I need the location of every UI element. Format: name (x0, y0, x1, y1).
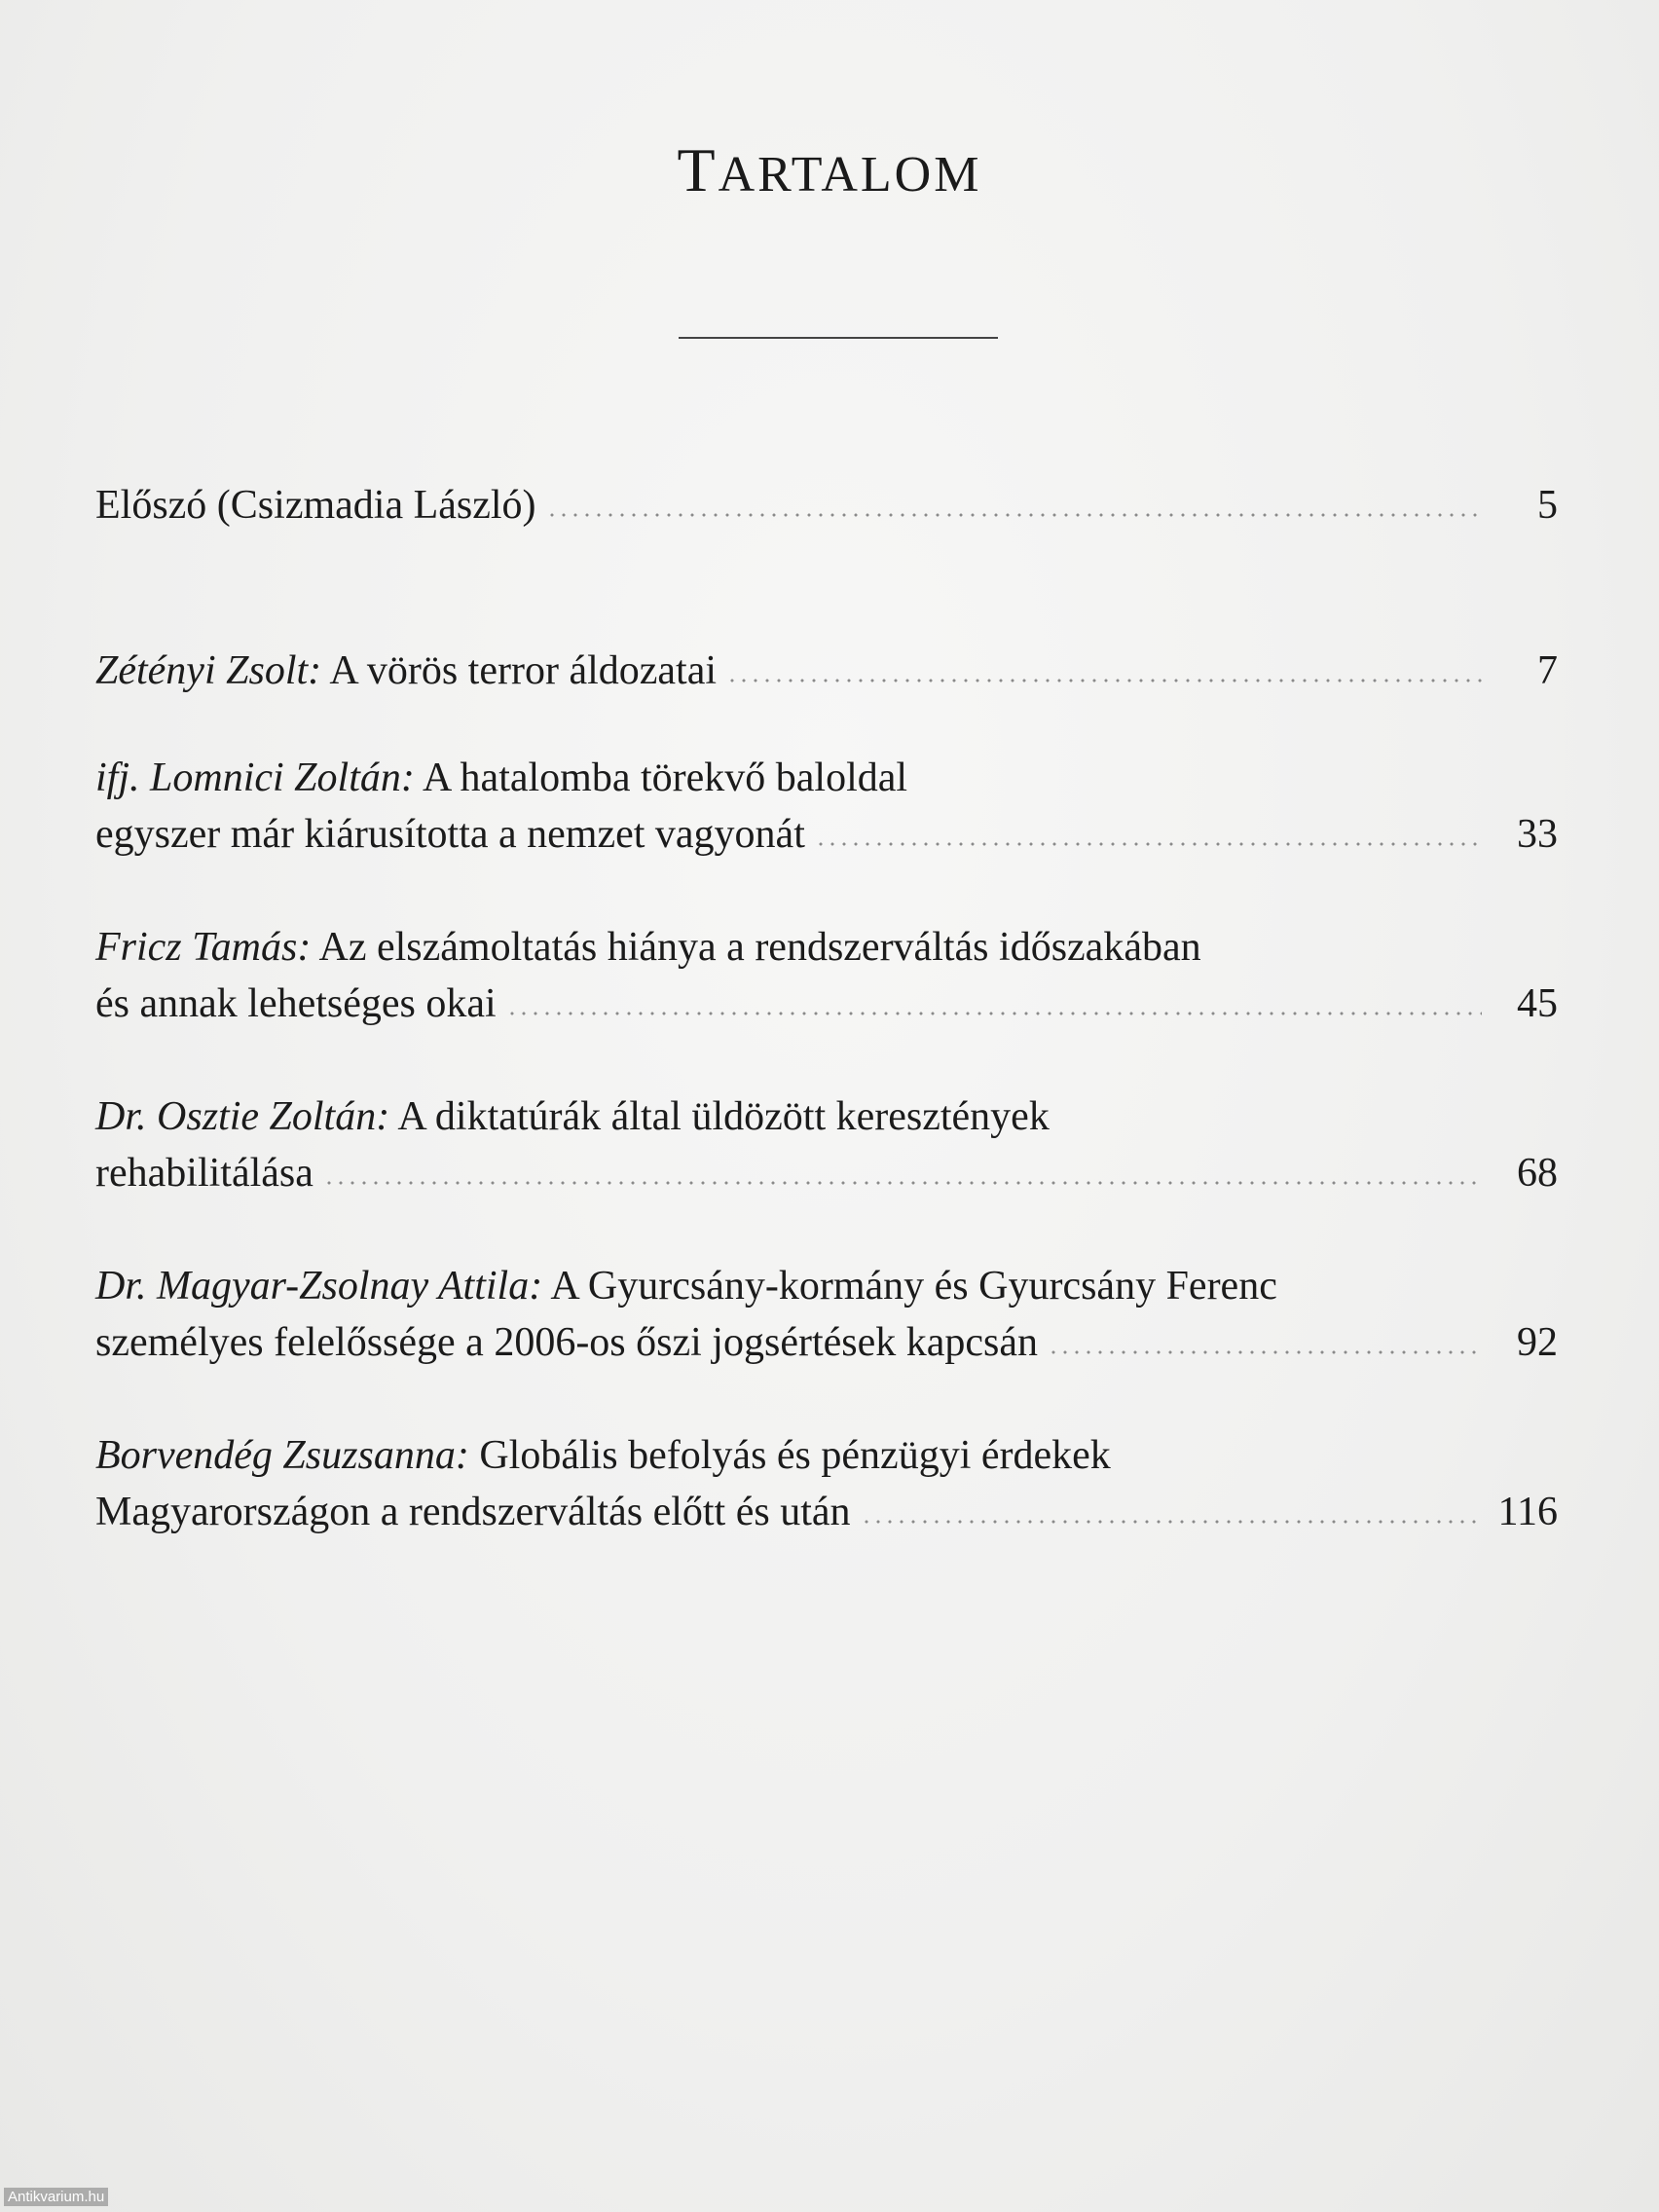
toc-entry-title: A vörös terror áldozatai (321, 648, 718, 693)
toc-entry-line (95, 1484, 1558, 1540)
toc-entry-title-cont: egyszer már kiárusította a nemzet vagyonát (95, 812, 805, 857)
toc-entry-title: A Gyurcsány-kormány és Gyurcsány Ferenc (542, 1264, 1277, 1309)
toc-entry-title: A hatalomba törekvő baloldal (414, 756, 908, 800)
toc-entry-author: ifj. Lomnici Zoltán: (95, 756, 415, 800)
toc-entry[interactable] (95, 1088, 1558, 1201)
page-title: TARTALOM (677, 135, 982, 204)
toc-entry-author: Dr. Osztie Zoltán: (95, 1094, 390, 1139)
toc-page-number: 45 (1517, 981, 1558, 1026)
toc-entry-title: Globális befolyás és pénzügyi érdekek (468, 1433, 1111, 1478)
toc-entry-line (95, 1145, 1558, 1201)
toc-entry-title: A diktatúrák által üldözött keresztények (389, 1094, 1050, 1139)
toc-entry-line (95, 1427, 1558, 1484)
toc-entry-author: Dr. Magyar-Zsolnay Attila: (95, 1264, 543, 1309)
toc-entry[interactable] (95, 919, 1558, 1032)
toc-entry-line (95, 1258, 1558, 1314)
dot-leader (546, 510, 1482, 520)
watermark-label: Antikvarium.hu (4, 2188, 108, 2206)
dot-leader (323, 1178, 1482, 1188)
toc-page-number: 33 (1517, 812, 1558, 857)
dot-leader (726, 676, 1482, 685)
toc-entry-line (95, 643, 1558, 699)
dot-leader (1048, 1347, 1482, 1357)
toc-entry-author: Fricz Tamás: (95, 925, 312, 970)
toc-entry-line (95, 477, 1558, 534)
toc-entry-title-cont: személyes felelőssége a 2006-os őszi jogsértések kapcsán (95, 1320, 1039, 1365)
toc-page-number: 116 (1497, 1490, 1558, 1534)
toc-entry-title-cont: rehabilitálása (95, 1151, 313, 1196)
toc-entry[interactable] (95, 750, 1558, 863)
toc-entry-line (95, 750, 1558, 806)
toc-page-number: 68 (1517, 1151, 1558, 1196)
dot-leader (861, 1517, 1482, 1527)
toc-entry-line (95, 1088, 1558, 1145)
toc-page-number: 7 (1537, 648, 1558, 693)
toc-entry-title: Az elszámoltatás hiánya a rendszerváltás időszakában (311, 925, 1201, 970)
toc-entry[interactable] (95, 643, 1558, 699)
toc-entry-author: Borvendég Zsuzsanna: (95, 1433, 469, 1478)
title-divider (679, 337, 998, 339)
toc-entry[interactable] (95, 1427, 1558, 1540)
dot-leader (506, 1009, 1482, 1018)
toc-entry-line (95, 806, 1558, 863)
toc-page-number: 92 (1517, 1320, 1558, 1365)
toc-entry[interactable] (95, 1258, 1558, 1371)
toc-entry-foreword[interactable] (95, 477, 1558, 534)
toc-entry-title-cont: Magyarországon a rendszerváltás előtt és után (95, 1490, 851, 1534)
toc-entry-line (95, 1314, 1558, 1371)
toc-page-number: 5 (1537, 483, 1558, 528)
toc-entry-title: Előszó (Csizmadia László) (95, 483, 536, 528)
dot-leader (815, 839, 1482, 849)
toc-entry-title-cont: és annak lehetséges okai (95, 981, 497, 1026)
toc-entry-line (95, 919, 1558, 976)
toc-entry-line (95, 976, 1558, 1032)
toc-entry-author: Zétényi Zsolt: (95, 648, 322, 693)
